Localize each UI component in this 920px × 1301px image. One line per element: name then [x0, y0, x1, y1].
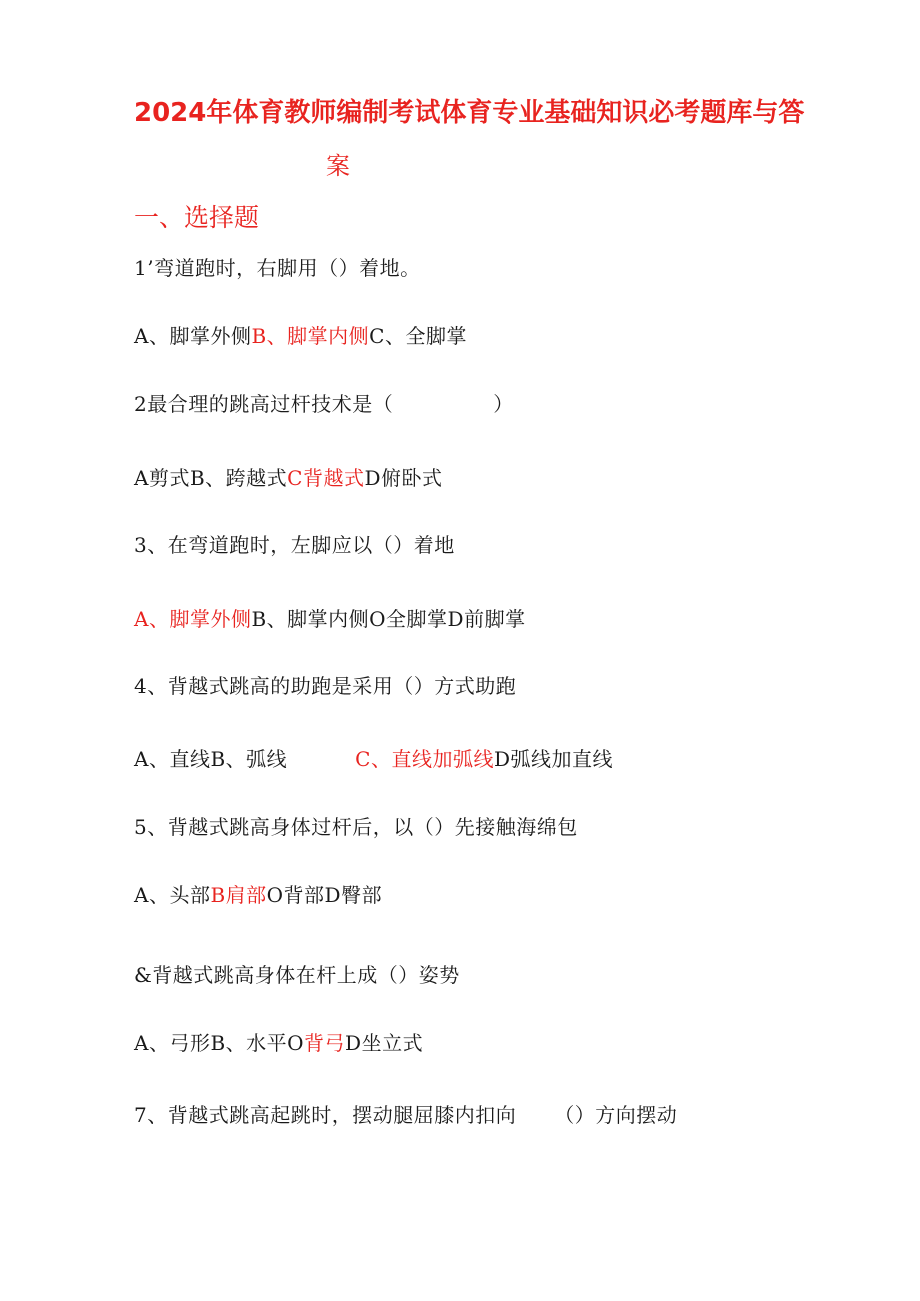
- question-bracket: ）: [493, 392, 514, 416]
- question-text: 2最合理的跳高过杆技术是（: [134, 392, 394, 416]
- question-4: 4、背越式跳高的助跑是采用（）方式助跑: [134, 674, 517, 698]
- option-text: A、弓形B、水平O: [134, 1031, 305, 1055]
- question-1: 1’弯道跑时，右脚用（）着地。: [134, 256, 421, 280]
- option-text: O背部D臀部: [266, 883, 383, 907]
- option-text: B、脚掌内侧O全脚掌D前脚掌: [251, 607, 526, 631]
- correct-answer: B、脚掌内侧: [251, 324, 370, 348]
- section-heading: 一、选择题: [134, 203, 260, 232]
- question-6: &背越式跳高身体在杆上成（）姿势: [134, 963, 460, 987]
- question-5: 5、背越式跳高身体过杆后，以（）先接触海绵包: [134, 815, 578, 839]
- option-text: A、直线B、弧线: [134, 747, 288, 771]
- answers-2: [134, 462, 443, 491]
- answers-4: [134, 743, 613, 772]
- question-3: 3、在弯道跑时，左脚应以（）着地: [134, 533, 455, 557]
- question-text-tail: （）方向摆动: [554, 1103, 678, 1127]
- option-text: D弧线加直线: [493, 747, 613, 771]
- correct-answer: 背弓: [304, 1031, 346, 1055]
- answers-3: [134, 603, 526, 632]
- option-text: C、全脚掌: [369, 324, 467, 348]
- question-7: [134, 1099, 677, 1128]
- answers-5: [134, 879, 382, 908]
- answers-1: [134, 320, 467, 349]
- question-text: 7、背越式跳高起跳时，摆动腿屈膝内扣向: [134, 1103, 517, 1127]
- document-title-continued: 案: [326, 152, 350, 180]
- option-text: A、头部: [134, 883, 211, 907]
- correct-answer: C背越式: [287, 466, 365, 490]
- answers-6: [134, 1027, 423, 1056]
- option-text: A剪式B、跨越式: [134, 466, 288, 490]
- question-2: [134, 388, 514, 417]
- option-text: D坐立式: [345, 1031, 424, 1055]
- correct-answer: B肩部: [210, 883, 267, 907]
- correct-answer: C、直线加弧线: [355, 747, 494, 771]
- option-text: D俯卧式: [364, 466, 443, 490]
- correct-answer: A、脚掌外侧: [134, 607, 252, 631]
- option-text: A、脚掌外侧: [134, 324, 252, 348]
- document-title: 2024年体育教师编制考试体育专业基础知识必考题库与答: [134, 98, 805, 128]
